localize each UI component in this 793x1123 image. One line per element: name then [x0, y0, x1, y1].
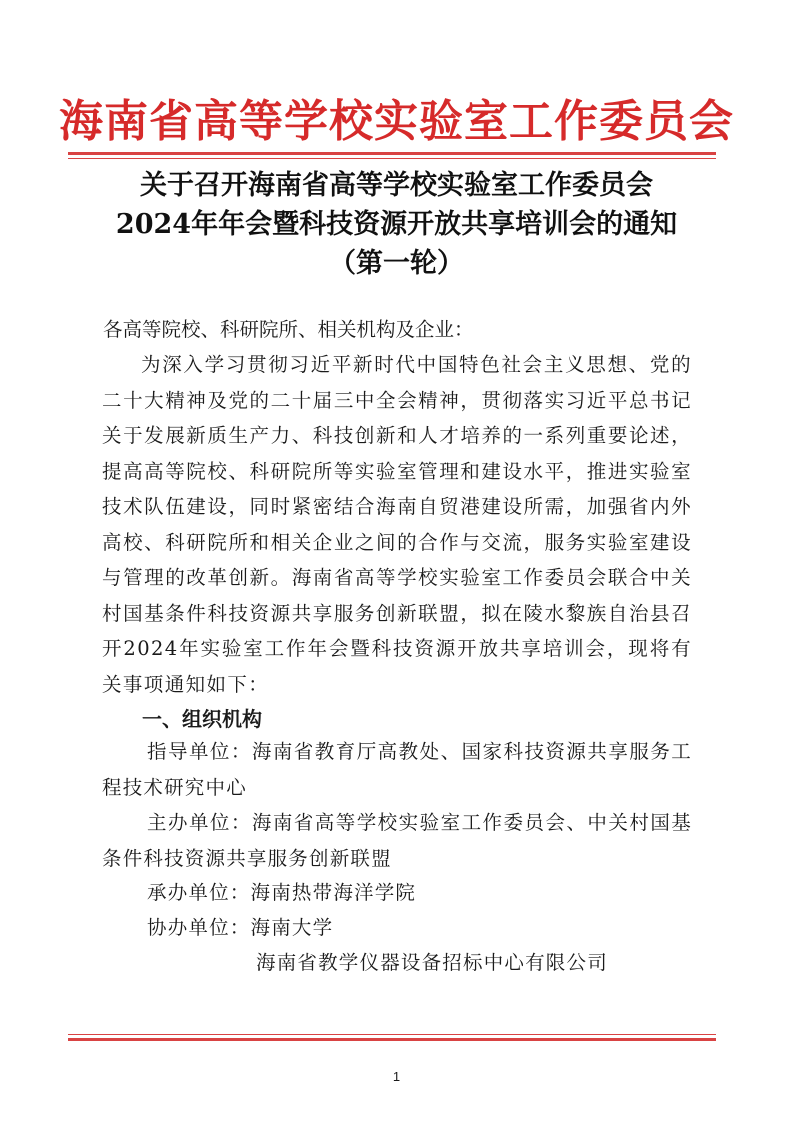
notice-title-line-3: （第一轮） — [329, 248, 464, 279]
organizer-content: 海南省教育厅高教处、国家科技资源共享服务工程技术研究中心 — [102, 740, 692, 799]
organizer-row-co-organizer — [147, 910, 692, 946]
organizer-label: 承办单位： — [147, 881, 251, 904]
footer-divider-thick — [68, 1038, 716, 1041]
masthead-divider-thick — [68, 152, 716, 155]
intro-paragraph: 为深入学习贯彻习近平新时代中国特色社会主义思想、党的二十大精神及党的二十届三中全会精神，贯彻落实习近平总书记关于发展新质生产力、科技创新和人才培养的一系列重要论述，提高高等院校、科研院所等实验室管理和建设水平，推进实验室技术队伍建设，同时紧密结合海南自贸港建设所需，加强省内外高校、科研院所和相关企业之间的合作与交流，服务实验室建设与管理的改革创新。海南省高等学校实验室工作委员会联合中关村国基条件科技资源共享服务创新联盟，拟在陵水黎族自治县召开2024年实验室工作年会暨科技资源开放共享培训会，现将有关事项通知如下： — [102, 353, 692, 696]
masthead-divider-thin — [68, 158, 716, 159]
organizer-content: 海南省高等学校实验室工作委员会、中关村国基条件科技资源共享服务创新联盟 — [102, 811, 692, 870]
section-heading-organization: 一、组织机构 — [142, 707, 262, 731]
salutation: 各高等院校、科研院所、相关机构及企业： — [103, 318, 474, 341]
notice-title-line-1: 关于召开海南省高等学校实验室工作委员会 — [140, 170, 653, 201]
notice-title-line-2: 2024年年会暨科技资源开放共享培训会的通知 — [115, 209, 678, 240]
page-number: 1 — [392, 1069, 401, 1084]
organizer-row-undertaker — [147, 875, 692, 911]
organizer-label: 协办单位： — [147, 916, 251, 939]
organizer-row-guidance — [102, 734, 692, 805]
organizer-row-host — [102, 805, 692, 876]
organizer-content: 海南省教学仪器设备招标中心有限公司 — [256, 951, 608, 974]
notice-title — [60, 166, 733, 283]
footer-divider-thin — [68, 1034, 716, 1035]
organizer-row-co-organizer-2 — [256, 945, 692, 981]
organizer-content: 海南热带海洋学院 — [250, 881, 417, 904]
organizer-label: 指导单位： — [147, 740, 252, 763]
organizer-content: 海南大学 — [250, 916, 334, 939]
organizer-label: 主办单位： — [147, 811, 252, 834]
masthead-title: 海南省高等学校实验室工作委员会 — [59, 96, 734, 147]
